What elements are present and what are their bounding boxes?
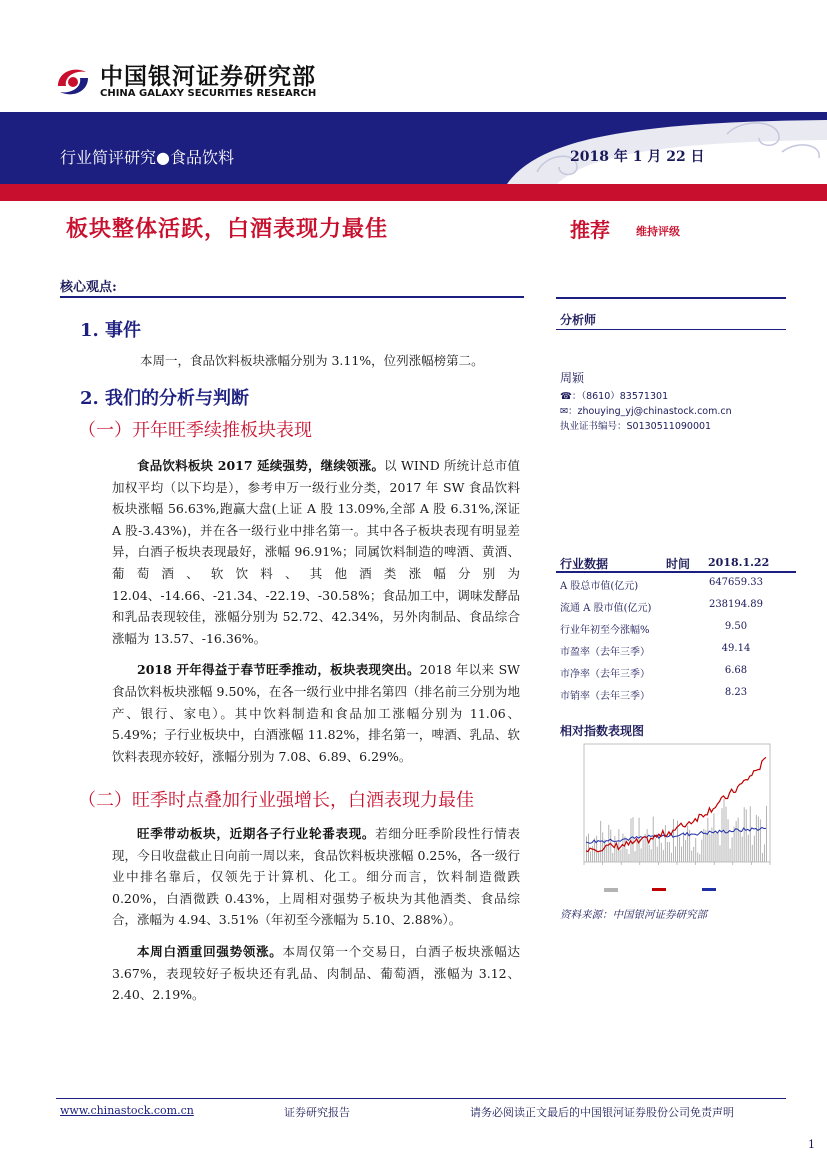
volume-bar [628, 854, 629, 862]
volume-bar [671, 853, 672, 862]
volume-bar [586, 836, 587, 862]
row-value: 49.14 [721, 643, 751, 654]
row-label: 行业年初至今涨幅% [560, 625, 650, 636]
volume-bar [701, 840, 702, 862]
paragraph [112, 941, 520, 1006]
table-time-label: 时间 [666, 557, 691, 571]
analyst-license: 执业证书编号：S0130511090001 [560, 421, 712, 432]
volume-bar [635, 851, 636, 862]
header-red-stripe [0, 184, 827, 201]
report-date: 2018 年 1 月 22 日 [570, 149, 705, 165]
volume-bar [647, 829, 648, 862]
galaxy-logo-icon [52, 62, 94, 102]
volume-bar [616, 847, 617, 862]
row-label: A 股总市值(亿元) [560, 581, 639, 592]
row-label: 市销率（去年三季） [560, 691, 650, 702]
volume-bar [766, 806, 767, 862]
analyst-heading: 分析师 [560, 313, 597, 327]
legend-swatch-blue [702, 888, 716, 891]
volume-bar [590, 851, 591, 862]
volume-bar [746, 809, 747, 862]
table-row [556, 661, 796, 683]
volume-bar [596, 836, 597, 862]
chart-title: 相对指数表现图 [560, 724, 645, 738]
volume-bar [709, 834, 710, 862]
volume-bar [618, 829, 619, 862]
logo-chinese-text: 中国银河证券研究部 [100, 64, 316, 90]
row-value: 8.23 [724, 687, 748, 698]
volume-bar [750, 806, 751, 862]
volume-bar [736, 821, 737, 862]
core-view-heading: 核心观点: [60, 280, 117, 295]
paragraph-text: 以 WIND 所统计总市值加权平均（以下均是），参考申万一级行业分类，2017 年 SW 食品饮料板块涨幅 56.63%,跑赢大盘(上证 A 股 13.09%,全部 A 股 6.31%,深证 A 股-3.43%)，并在各一级行业中排名第一。其中各子板块表现有明显差异，白酒子板块表现最好，涨幅 96.91%；同属饮料制造的啤酒、黄酒、葡萄酒、软饮料、其他酒类涨幅分别为 12.04、-14.66、-21.34、-22.19、-30.58%；食品加工中，调味发酵品和乳品表现较佳，涨幅分别为 52.72、42.34%，另外肉制品、食品综合涨幅为 13.57、-16.36%。 [112, 458, 520, 646]
volume-bar [699, 854, 700, 862]
volume-bar [742, 837, 743, 862]
volume-bar [705, 830, 706, 862]
paragraph-lead: 食品饮料板块 2017 延续强势，继续领涨。 [137, 458, 385, 473]
volume-bar [655, 838, 656, 862]
rating-note: 维持评级 [636, 225, 680, 238]
logo-english-text: CHINA GALAXY SECURITIES RESEARCH [100, 88, 317, 99]
volume-bar [679, 837, 680, 862]
volume-bar [721, 808, 722, 862]
rating-label: 推荐 [570, 218, 610, 242]
website-link[interactable]: www.chinastock.com.cn [60, 1104, 194, 1117]
header-banner [0, 112, 827, 184]
volume-bar [663, 850, 664, 862]
subsection-heading-1: （一）开年旺季续推板块表现 [78, 420, 312, 441]
volume-bar [639, 818, 640, 862]
paragraph [112, 455, 520, 649]
volume-bar [622, 834, 623, 862]
analyst-name: 周颖 [560, 371, 585, 385]
volume-bar [744, 807, 745, 862]
volume-bar [687, 826, 688, 862]
table-time-value: 2018.1.22 [708, 556, 770, 569]
series-line-blue [586, 828, 766, 844]
volume-bar [730, 849, 731, 862]
volume-bar [673, 819, 674, 862]
volume-bar [651, 849, 652, 862]
table-row [556, 639, 796, 661]
volume-bar [740, 830, 741, 862]
volume-bar [614, 836, 615, 862]
series-line-red [586, 757, 766, 852]
volume-bar [707, 818, 708, 862]
volume-bar [643, 839, 644, 862]
volume-bar [633, 817, 634, 862]
volume-bar [764, 844, 765, 862]
volume-bar [598, 853, 599, 862]
paragraph-lead: 本周白酒重回强势领涨。 [137, 943, 283, 959]
volume-bar [665, 825, 666, 862]
relative-index-chart [556, 738, 796, 900]
volume-bar [758, 817, 759, 862]
volume-bar [661, 843, 662, 862]
page-title: 板块整体活跃，白酒表现力最佳 [66, 216, 389, 242]
table-row [556, 595, 796, 617]
volume-bar [717, 832, 718, 862]
table-title: 行业数据 [560, 557, 609, 571]
paragraph-text: 2018 年以来 SW 食品饮料板块涨幅 9.50%，在各一级行业中排名第四（排名前三分别为地产、银行、家电）。其中饮料制造和食品加工涨幅分别为 11.06、5.49%；子行业板块中，白酒涨幅 11.82%，排名第一，啤酒、乳品、软饮料表现亦较好，涨幅分别为 7.08、6.89、6.29%。 [112, 662, 520, 764]
volume-bar [715, 833, 716, 862]
section-heading-event: 1. 事件 [80, 320, 142, 341]
paragraph-text: 若细分旺季阶段性行情表现，今日收盘截止日向前一周以来，食品饮料板块涨幅 0.25%，各一级行业中排名靠后，仅领先于计算机、化工。细分而言，饮料制造微跌 0.20%，白酒微跌 0.43%，上周相对强势子板块为其他酒类、食品综合，涨幅为 4.94、3.51%（年初至今涨幅为 5.10、2.88%）。 [112, 826, 520, 928]
paragraph [112, 823, 520, 931]
volume-bar [608, 825, 609, 862]
divider [556, 329, 786, 330]
volume-bar [667, 842, 668, 862]
divider [556, 297, 786, 299]
volume-bar [728, 819, 729, 862]
paragraph [112, 659, 520, 767]
volume-bar [641, 848, 642, 862]
volume-bar [626, 849, 627, 862]
analyst-phone: ☎：（8610）83571301 [560, 391, 669, 402]
volume-bar [691, 851, 692, 862]
subsection-heading-2: （二）旺季时点叠加行业强增长，白酒表现力最佳 [78, 790, 474, 811]
page-number: 1 [808, 1138, 815, 1151]
table-row [556, 573, 796, 595]
row-label: 流通 A 股市值(亿元) [560, 603, 652, 614]
volume-bar [588, 834, 589, 862]
volume-bar [732, 837, 733, 862]
volume-bar [748, 835, 749, 862]
analyst-email[interactable]: ✉：zhouying_yj@chinastock.com.cn [560, 406, 732, 417]
volume-bar [760, 819, 761, 862]
row-value: 9.50 [724, 621, 748, 632]
volume-bar [657, 847, 658, 862]
row-value: 6.68 [724, 665, 748, 676]
volume-bar [602, 832, 603, 862]
volume-bar [606, 845, 607, 862]
volume-bar [649, 845, 650, 862]
volume-bar [756, 815, 757, 862]
legend-swatch-red [652, 888, 666, 891]
event-text: 本周一，食品饮料板块涨幅分别为 3.11%，位列涨幅榜第二。 [140, 353, 484, 368]
chart-source: 资料来源：中国银河证券研究部 [560, 909, 707, 921]
volume-bar [726, 807, 727, 862]
divider [56, 1098, 786, 1099]
paragraph-text: 本周仅第一个交易日，白酒子板块涨幅达 3.67%，表现较好子板块还有乳品、肉制品、葡萄酒，涨幅为 3.12、2.40、2.19%。 [112, 943, 520, 1003]
volume-bar [762, 853, 763, 862]
paragraph-lead: 2018 开年得益于春节旺季推动，板块表现突出。 [137, 662, 420, 678]
volume-bar [620, 850, 621, 862]
volume-bar [738, 818, 739, 862]
company-logo [52, 58, 352, 106]
document-type: 证券研究报告 [284, 1106, 350, 1119]
subsection-1-body [112, 455, 520, 777]
volume-bar [637, 838, 638, 862]
volume-bar [754, 836, 755, 862]
volume-bar [697, 852, 698, 862]
volume-bar [719, 845, 720, 862]
table-row [556, 683, 796, 705]
divider [60, 296, 524, 298]
volume-bar [645, 834, 646, 862]
volume-bar [713, 813, 714, 862]
volume-bar [752, 845, 753, 862]
volume-bar [681, 847, 682, 862]
paragraph-lead: 旺季带动板块，近期各子行业轮番表现。 [137, 826, 376, 841]
volume-bar [683, 832, 684, 862]
industry-data-table [556, 553, 796, 705]
report-category: 行业简评研究●食品饮料 [60, 148, 234, 167]
row-value: 647659.33 [708, 577, 764, 588]
volume-bar [669, 842, 670, 862]
volume-bar [695, 838, 696, 862]
table-header [556, 553, 796, 573]
volume-bar [612, 853, 613, 862]
row-label: 市盈率（去年三季） [560, 647, 650, 658]
row-label: 市净率（去年三季） [560, 669, 650, 680]
volume-bar [685, 840, 686, 862]
volume-bar [693, 847, 694, 862]
volume-bar [675, 846, 676, 862]
disclaimer-note: 请务必阅读正文最后的中国银河证券股份公司免责声明 [470, 1106, 734, 1119]
volume-bar [610, 830, 611, 862]
volume-bar [624, 837, 625, 862]
row-value: 238194.89 [708, 599, 764, 610]
table-row [556, 617, 796, 639]
legend-swatch-gray [604, 888, 618, 892]
subsection-2-body [112, 823, 520, 1016]
section-heading-analysis: 2. 我们的分析与判断 [80, 388, 250, 409]
